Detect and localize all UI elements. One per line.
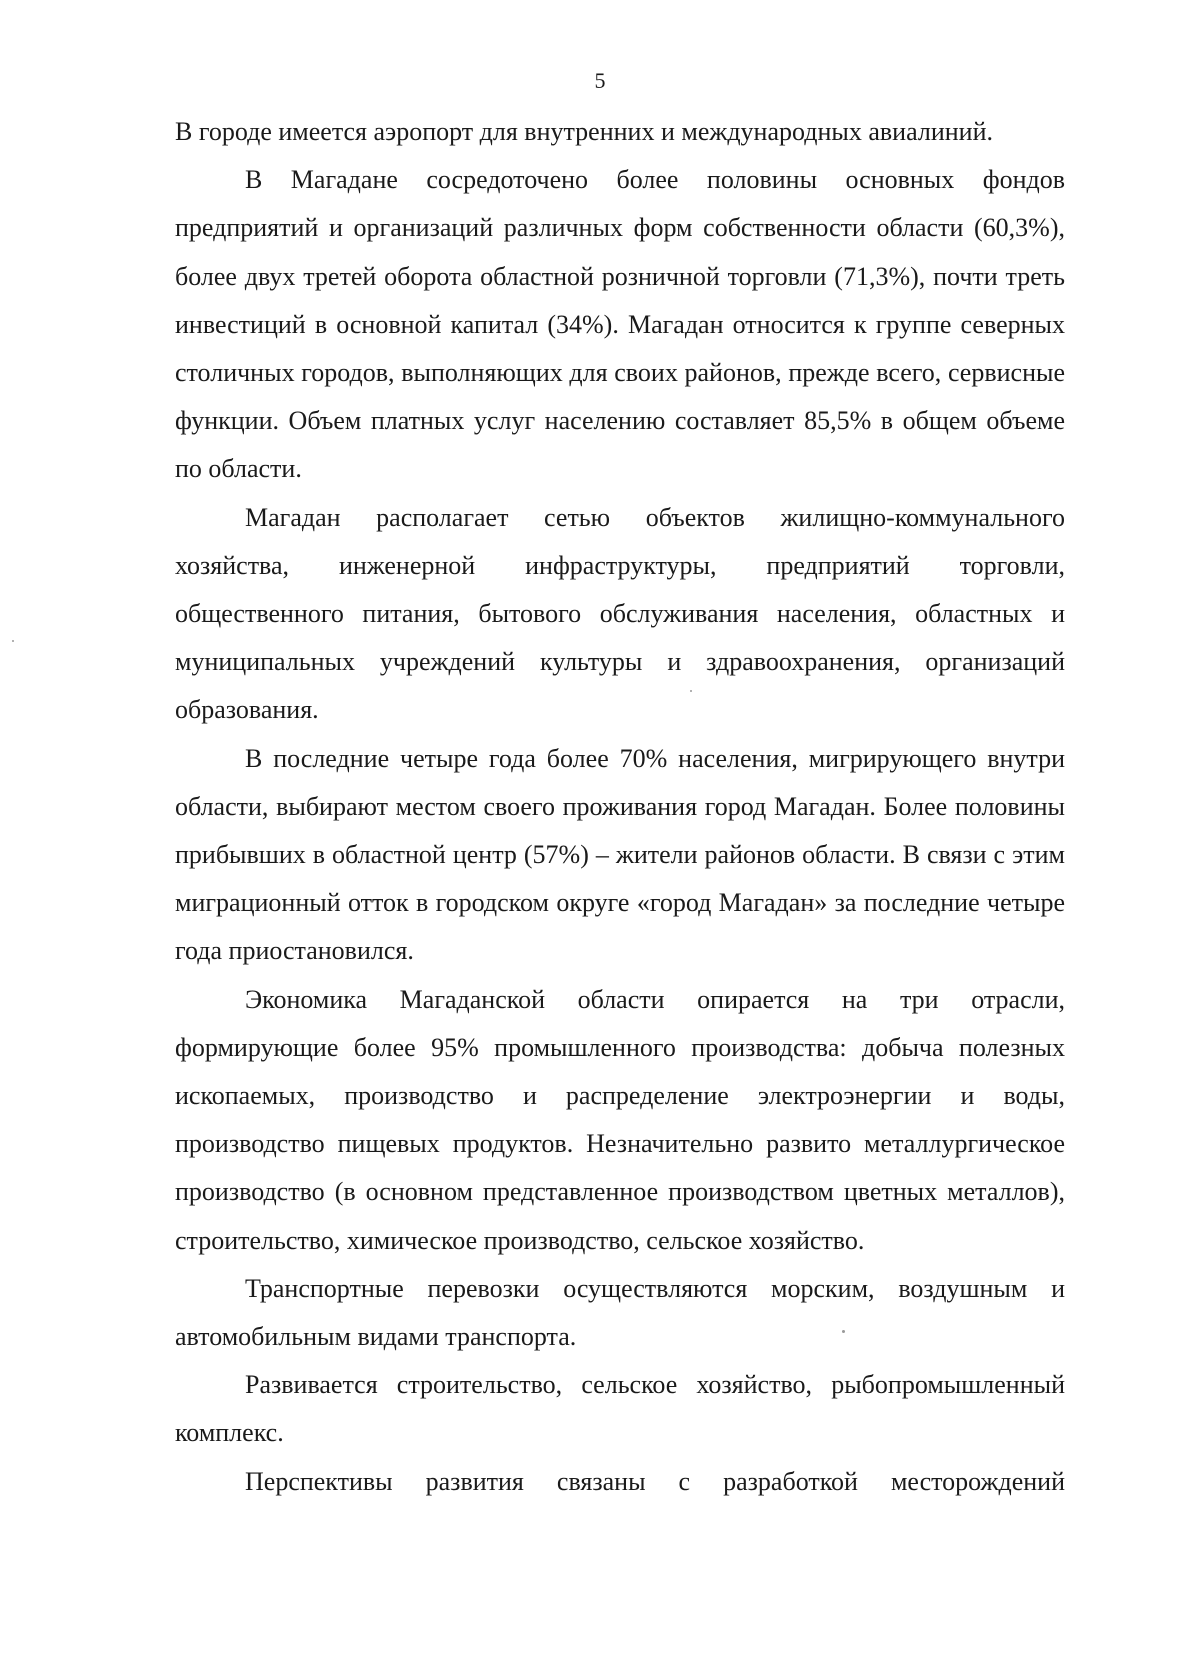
paragraph-airport: В городе имеется аэропорт для внутренних и международных авиалиний. <box>175 117 993 146</box>
paragraph-transport: Транспортные перевозки осуществляются морским, воздушным и автомобильным видами транспорта. <box>175 1273 1065 1352</box>
scan-speck <box>690 690 692 692</box>
paragraph-funds: В Магадане сосредоточено более половины основных фондов предприятий и организаций различных форм собственности области (60,3%), более двух третей оборота областной розничной торговли (71,3%), почти треть инвестиций в основной капитал (34%). Магадан относится к группе северных столичных городов, выполняющих для своих районов, прежде всего, сервисные функции. Объем платных услуг населению составляет 85,5% в общем объеме по области. <box>175 165 1065 484</box>
paragraph-migration: В последние четыре года более 70% населения, мигрирующего внутри области, выбирают местом своего проживания город Магадан. Более половины прибывших в областной центр (57%) – жители районов области. В связи с этим миграционный отток в городском округе «город Магадан» за последние четыре года приостановился. <box>175 743 1065 966</box>
scan-speck <box>842 1330 845 1333</box>
scan-speck <box>12 640 14 642</box>
document-body <box>175 108 1065 1506</box>
paragraph-infrastructure: Магадан располагает сетью объектов жилищно-коммунального хозяйства, инженерной инфраструктуры, предприятий торговли, общественного питания, бытового обслуживания населения, областных и муниципальных учреждений культуры и здравоохранения, организаций образования. <box>175 502 1065 725</box>
paragraph-development: Развивается строительство, сельское хозяйство, рыбопромышленный комплекс. <box>175 1370 1065 1448</box>
paragraph-prospects: Перспективы развития связаны с разработкой месторождений <box>245 1466 1065 1496</box>
page-number: 5 <box>594 68 606 93</box>
paragraph-economy: Экономика Магаданской области опирается на три отрасли, формирующие более 95% промышленного производства: добыча полезных ископаемых, производство и распределение электроэнергии и воды, производство пищевых продуктов. Незначительно развито металлургическое производство (в основном представленное производством цветных металлов), строительство, химическое производство, сельское хозяйство. <box>175 984 1065 1255</box>
